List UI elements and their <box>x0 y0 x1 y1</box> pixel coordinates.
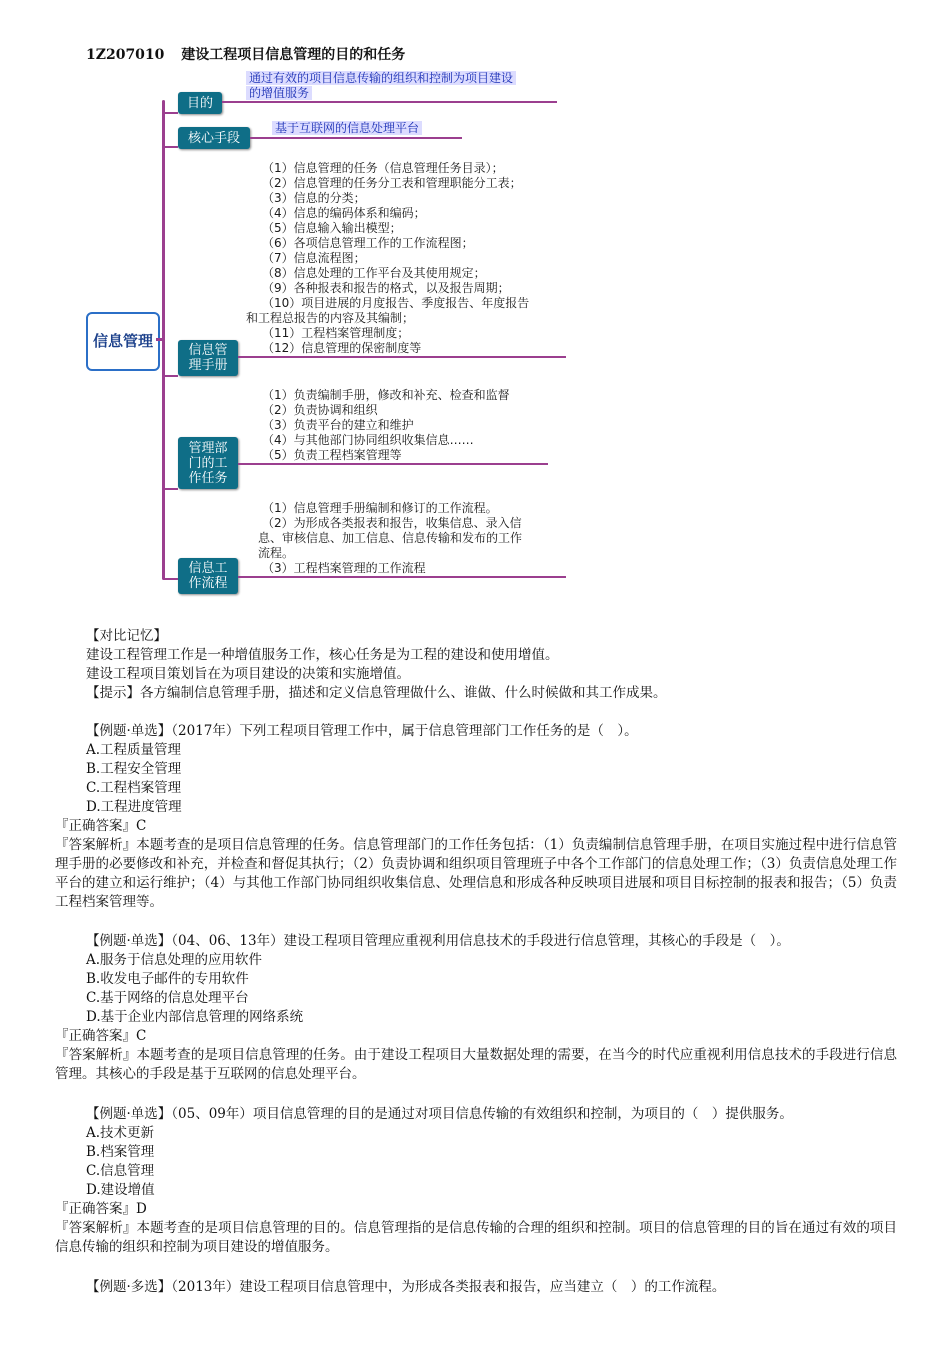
branch-item: （11）工程档案管理制度； <box>262 326 410 340</box>
branch-item: （2）信息管理的任务分工表和管理职能分工表； <box>262 176 522 190</box>
memo-line: 建设工程项目策划旨在为项目建设的决策和实施增值。 <box>86 666 410 682</box>
question-stem: 【例题·单选】（2017年）下列工程项目管理工作中，属于信息管理部门工作任务的是（ ）。 <box>86 723 638 739</box>
answer-analysis: 『答案解析』本题考查的是项目信息管理的任务。信息管理部门的工作任务包括：（1）负责编制信息管理手册，在项目实施过程中进行信息管理手册的必要修改和补充，并检查和督促其执行；（2）负责协调和组织项目管理班子中各个工作部门的信息处理工作；（3）负责信息处理工作平台的建立和运行维护；（4）与其他工作部门协同组织收集信息、处理信息和形成各种反映项目进展和项目目标控制的报表和报告；（5）负责工程档案管理等。 <box>55 837 897 910</box>
question-option: D.工程进度管理 <box>86 799 182 815</box>
section-code: 1Z207010 <box>86 47 165 63</box>
branch-connector <box>163 112 178 114</box>
mindmap-spine <box>162 100 165 580</box>
answer-analysis: 『答案解析』本题考查的是项目信息管理的任务。由于建设工程项目大量数据处理的需要，在当今的时代应重视利用信息技术的手段进行信息管理。其核心的手段是基于互联网的信息处理平台。 <box>55 1047 897 1082</box>
branch-item: 基于互联网的信息处理平台 <box>272 121 422 136</box>
branch-item: （10）项目进展的月度报告、季度报告、年度报告 <box>262 296 530 310</box>
answer-analysis: 『答案解析』本题考查的是项目信息管理的目的。信息管理指的是信息传输的合理的组织和控制。项目的信息管理的目的旨在通过有效的项目信息传输的组织和控制为项目建设的增值服务。 <box>55 1220 897 1255</box>
question-option: B.档案管理 <box>86 1144 155 1160</box>
section-heading <box>86 44 405 64</box>
branch-item: （4）信息的编码体系和编码； <box>262 206 426 220</box>
branch-connector <box>163 375 178 377</box>
branch-node-manual: 信息管理手册 <box>178 340 238 376</box>
memo-line: 建设工程管理工作是一种增值服务工作，核心任务是为工程的建设和使用增值。 <box>86 647 559 663</box>
branch-node-workflow: 信息工作流程 <box>178 558 238 594</box>
question-option: B.收发电子邮件的专用软件 <box>86 971 249 987</box>
question-option: C.基于网络的信息处理平台 <box>86 990 249 1006</box>
branch-item: （8）信息处理的工作平台及其使用规定； <box>262 266 486 280</box>
branch-item: （12）信息管理的保密制度等 <box>262 341 422 355</box>
branch-underline <box>222 101 557 103</box>
question-option: A.工程质量管理 <box>86 742 182 758</box>
branch-item: （5）信息输入输出模型； <box>262 221 402 235</box>
question-option: C.工程档案管理 <box>86 780 182 796</box>
branch-item: 流程。 <box>258 546 295 560</box>
branch-item: （1）信息管理手册编制和修订的工作流程。 <box>262 501 498 515</box>
branch-item: （6）各项信息管理工作的工作流程图； <box>262 236 474 250</box>
question-option: C.信息管理 <box>86 1163 155 1179</box>
question-stem: 【例题·单选】（04、06、13年）建设工程项目管理应重视利用信息技术的手段进行信息管理，其核心的手段是（ ）。 <box>86 933 790 949</box>
branch-item: （1）信息管理的任务（信息管理任务目录）； <box>262 161 504 175</box>
branch-underline <box>238 463 548 465</box>
memo-title: 【对比记忆】 <box>86 628 167 644</box>
branch-item: （7）信息流程图； <box>262 251 366 265</box>
branch-node-core-means: 核心手段 <box>178 127 250 149</box>
branch-item: （1）负责编制手册，修改和补充、检查和监督 <box>262 388 510 402</box>
question-option: D.基于企业内部信息管理的网络系统 <box>86 1009 304 1025</box>
branch-item: 的增值服务 <box>246 86 312 101</box>
branch-node-purpose: 目的 <box>178 92 222 114</box>
question-option: D.建设增值 <box>86 1182 155 1198</box>
branch-underline <box>250 137 462 139</box>
question-option: B.工程安全管理 <box>86 761 182 777</box>
branch-item: （2）为形成各类报表和报告，收集信息、录入信 <box>262 516 522 530</box>
branch-item: 息、审核信息、加工信息、信息传输和发布的工作 <box>258 531 523 545</box>
section-title: 建设工程项目信息管理的目的和任务 <box>181 47 406 63</box>
branch-connector <box>163 146 178 148</box>
branch-connector <box>163 488 178 490</box>
mindmap-center-node: 信息管理 <box>86 312 160 371</box>
branch-item: （9）各种报表和报告的格式，以及报告周期； <box>262 281 510 295</box>
branch-node-dept-tasks: 管理部门的工作任务 <box>178 437 238 489</box>
question-option: A.技术更新 <box>86 1125 155 1141</box>
question-option: A.服务于信息处理的应用软件 <box>86 952 263 968</box>
branch-item: （3）信息的分类； <box>262 191 366 205</box>
branch-underline <box>238 356 566 358</box>
branch-item: （3）工程档案管理的工作流程 <box>262 561 426 575</box>
memo-tip: 【提示】各方编制信息管理手册，描述和定义信息管理做什么、谁做、什么时候做和其工作成果。 <box>86 685 667 701</box>
branch-item: （3）负责平台的建立和维护 <box>262 418 414 432</box>
branch-item: 和工程总报告的内容及其编制； <box>246 311 415 325</box>
branch-connector <box>163 578 178 580</box>
branch-item: （5）负责工程档案管理等 <box>262 448 402 462</box>
question-stem: 【例题·单选】（05、09年）项目信息管理的目的是通过对项目信息传输的有效组织和控制，为项目的（ ）提供服务。 <box>86 1106 793 1122</box>
branch-item: 通过有效的项目信息传输的组织和控制为项目建设 <box>246 71 516 86</box>
question-stem: 【例题·多选】（2013年）建设工程项目信息管理中，为形成各类报表和报告，应当建立（ ）的工作流程。 <box>86 1279 726 1295</box>
correct-answer: 『正确答案』C <box>55 1028 147 1044</box>
branch-item: （4）与其他部门协同组织收集信息…… <box>262 433 474 447</box>
branch-underline <box>238 576 566 578</box>
branch-item: （2）负责协调和组织 <box>262 403 378 417</box>
correct-answer: 『正确答案』C <box>55 818 147 834</box>
correct-answer: 『正确答案』D <box>55 1201 147 1217</box>
